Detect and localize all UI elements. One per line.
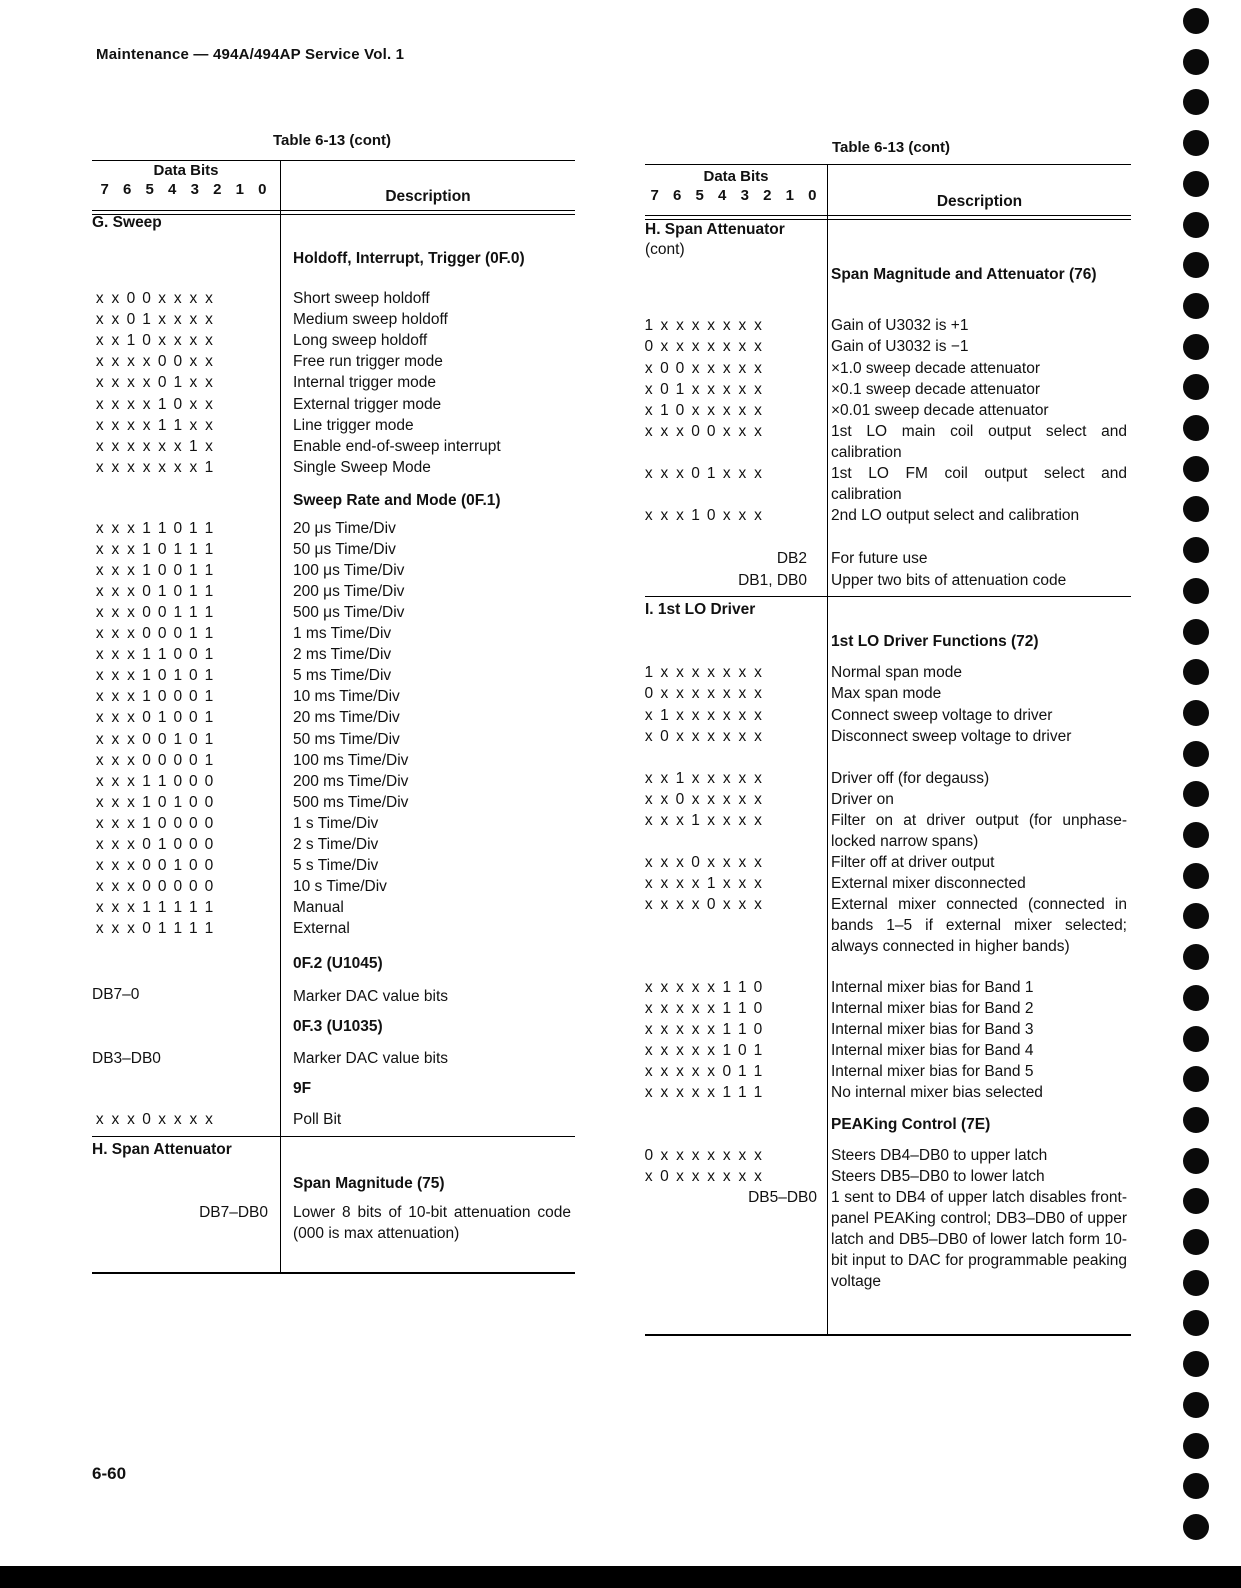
right-i-row-desc: Internal mixer bias for Band 2 bbox=[831, 1000, 1034, 1017]
right-i-row-desc: Internal mixer bias for Band 4 bbox=[831, 1042, 1034, 1059]
right-h-row-desc: Gain of U3032 is +1 bbox=[831, 317, 969, 334]
binder-hole bbox=[1183, 49, 1209, 75]
right-h-row-bits: x x x 0 0 x x x bbox=[644, 423, 762, 440]
left-g-row-desc: Manual bbox=[293, 899, 344, 916]
left-h-subheading-1: Span Magnitude (75) bbox=[293, 1175, 445, 1192]
left-g-row-bits: x x 0 1 x x x x bbox=[95, 311, 213, 328]
left-section-g: G. Sweep bbox=[92, 214, 162, 231]
right-i-row-desc: Internal mixer bias for Band 1 bbox=[831, 979, 1034, 996]
right-i-row-desc: Internal mixer bias for Band 3 bbox=[831, 1021, 1034, 1038]
right-i-row-bits: x x 1 x x x x x bbox=[644, 770, 762, 787]
left-g-row-desc: 2 ms Time/Div bbox=[293, 646, 392, 663]
right-i-row-bits: x x x 1 x x x x bbox=[644, 812, 762, 829]
left-g-row-desc: 1 s Time/Div bbox=[293, 815, 379, 832]
scan-bottom-border bbox=[0, 1566, 1241, 1588]
right-table bbox=[645, 164, 1131, 1344]
binder-hole bbox=[1183, 212, 1209, 238]
binder-hole bbox=[1183, 1473, 1209, 1499]
left-g-row-desc: 500 ms Time/Div bbox=[293, 794, 409, 811]
left-g-row-desc: External bbox=[293, 920, 350, 937]
left-g-row-bits: x x x 0 0 0 0 0 bbox=[95, 878, 214, 895]
left-g-row-desc: 100 μs Time/Div bbox=[293, 562, 405, 579]
left-g-row3-desc: Marker DAC value bits bbox=[293, 988, 449, 1005]
left-g-row-bits: x x x 1 1 0 0 0 bbox=[95, 773, 214, 790]
left-g-subheading-3: 0F.2 (U1045) bbox=[293, 955, 383, 972]
left-section-h: H. Span Attenuator bbox=[92, 1141, 232, 1158]
binder-hole bbox=[1183, 1351, 1209, 1377]
right-h-row-desc: Upper two bits of attenuation code bbox=[831, 572, 1067, 589]
left-g-subheading-5: 9F bbox=[293, 1080, 312, 1097]
left-g-row-desc: 2 s Time/Div bbox=[293, 836, 379, 853]
binder-hole bbox=[1183, 496, 1209, 522]
binder-hole bbox=[1183, 944, 1209, 970]
left-g-row-bits: x x x x 0 1 x x bbox=[95, 374, 213, 391]
left-g-row-desc: 10 s Time/Div bbox=[293, 878, 387, 895]
left-g-row-desc: Medium sweep holdoff bbox=[293, 311, 448, 328]
left-g-row-bits: x x 0 0 x x x x bbox=[95, 290, 213, 307]
right-i-subheading-1: 1st LO Driver Functions (72) bbox=[831, 633, 1039, 650]
left-g-row5-bits: x x x 0 x x x x bbox=[95, 1111, 213, 1128]
right-col-head-databits: Data Bits bbox=[703, 168, 769, 185]
right-p-row-bits: 0 x x x x x x x bbox=[644, 1147, 762, 1164]
left-g-subheading-1: Holdoff, Interrupt, Trigger (0F.0) bbox=[293, 250, 525, 267]
left-h-row1-bits: DB7–DB0 bbox=[199, 1204, 268, 1221]
right-i-row-desc: Filter off at driver output bbox=[831, 854, 995, 871]
left-g-row-bits: x x x 0 0 0 1 1 bbox=[95, 625, 214, 642]
right-h-subheading-1: Span Magnitude and Attenuator (76) bbox=[831, 266, 1097, 283]
right-h-row-bits: DB1, DB0 bbox=[738, 572, 807, 589]
left-g-row-bits: x x x x x x 1 x bbox=[95, 438, 213, 455]
left-g-row-desc: Enable end-of-sweep interrupt bbox=[293, 438, 501, 455]
left-g-row-desc: 50 ms Time/Div bbox=[293, 731, 400, 748]
binder-hole bbox=[1183, 822, 1209, 848]
binder-hole bbox=[1183, 1107, 1209, 1133]
left-g-row3-bits: DB7–0 bbox=[92, 986, 140, 1003]
right-h-row-desc: Gain of U3032 is −1 bbox=[831, 338, 969, 355]
page-number: 6-60 bbox=[92, 1464, 127, 1483]
binder-hole bbox=[1183, 659, 1209, 685]
right-i-row-desc: Filter on at driver output (for unphase-locked narrow spans) bbox=[831, 812, 1127, 850]
left-g-row-bits: x x x 1 0 1 0 1 bbox=[95, 667, 214, 684]
right-i-row-bits: x x x x x 1 1 1 bbox=[644, 1084, 763, 1101]
left-g-row-desc: 1 ms Time/Div bbox=[293, 625, 392, 642]
right-i-row-bits: x x x x 1 x x x bbox=[644, 875, 762, 892]
binder-hole bbox=[1183, 1148, 1209, 1174]
binder-hole bbox=[1183, 1229, 1209, 1255]
right-i-row-desc: Disconnect sweep voltage to driver bbox=[831, 728, 1072, 745]
left-g-row-desc: 500 μs Time/Div bbox=[293, 604, 405, 621]
left-g-row-bits: x x x x 1 0 x x bbox=[95, 396, 213, 413]
right-section-h: H. Span Attenuator bbox=[645, 221, 785, 238]
right-i-row-bits: x x x 0 x x x x bbox=[644, 854, 762, 871]
left-g-row-desc: External trigger mode bbox=[293, 396, 442, 413]
left-g-row-desc: 10 ms Time/Div bbox=[293, 688, 400, 705]
left-g-row-bits: x x x x 0 0 x x bbox=[95, 353, 213, 370]
left-g-row-bits: x x x 0 0 1 1 1 bbox=[95, 604, 214, 621]
left-g-row-desc: 50 μs Time/Div bbox=[293, 541, 396, 558]
right-i-row-bits: x x x x 0 x x x bbox=[644, 896, 762, 913]
right-i-row-bits: x 1 x x x x x x bbox=[644, 707, 762, 724]
right-h-row-bits: x 0 0 x x x x x bbox=[644, 360, 762, 377]
right-i-row-desc: External mixer disconnected bbox=[831, 875, 1026, 892]
right-col-head-description: Description bbox=[936, 193, 1023, 210]
right-p-row-desc: Steers DB5–DB0 to lower latch bbox=[831, 1168, 1045, 1185]
left-col-head-databits: Data Bits bbox=[153, 162, 219, 179]
binder-hole bbox=[1183, 456, 1209, 482]
left-g-row-desc: Free run trigger mode bbox=[293, 353, 443, 370]
left-g-row-bits: x x x 1 0 0 0 1 bbox=[95, 688, 214, 705]
left-g-row-desc: 200 μs Time/Div bbox=[293, 583, 405, 600]
right-h-row-bits: 1 x x x x x x x bbox=[644, 317, 762, 334]
left-g-subheading-4: 0F.3 (U1035) bbox=[293, 1018, 383, 1035]
right-i-row-desc: No internal mixer bias selected bbox=[831, 1084, 1043, 1101]
left-g-row-bits: x x x 0 0 0 0 1 bbox=[95, 752, 214, 769]
left-g-row-bits: x x x x x x x 1 bbox=[95, 459, 214, 476]
right-i-row-bits: x 0 x x x x x x bbox=[644, 728, 762, 745]
left-g-row-desc: 20 μs Time/Div bbox=[293, 520, 396, 537]
left-g-row-desc: 200 ms Time/Div bbox=[293, 773, 409, 790]
binder-hole bbox=[1183, 1188, 1209, 1214]
right-p-row-bits: DB5–DB0 bbox=[748, 1189, 817, 1206]
right-i-row-bits: 1 x x x x x x x bbox=[644, 664, 762, 681]
right-i-row-desc: Driver off (for degauss) bbox=[831, 770, 990, 787]
page-header: Maintenance — 494A/494AP Service Vol. 1 bbox=[96, 46, 405, 63]
left-g-row4-bits: DB3–DB0 bbox=[92, 1050, 161, 1067]
binder-hole bbox=[1183, 1392, 1209, 1418]
left-col-head-bitnums: 7 6 5 4 3 2 1 0 bbox=[100, 181, 272, 198]
binder-hole bbox=[1183, 578, 1209, 604]
binder-hole bbox=[1183, 1066, 1209, 1092]
right-i-row-bits: x x x x x 1 1 0 bbox=[644, 1000, 763, 1017]
left-g-row-desc: 100 ms Time/Div bbox=[293, 752, 409, 769]
right-h-row-desc: 2nd LO output select and calibration bbox=[831, 507, 1080, 524]
binder-hole bbox=[1183, 130, 1209, 156]
right-i-row-desc: Internal mixer bias for Band 5 bbox=[831, 1063, 1034, 1080]
right-i-subheading-2: PEAKing Control (7E) bbox=[831, 1116, 991, 1133]
right-h-row-bits: x 0 1 x x x x x bbox=[644, 381, 762, 398]
left-g-row-desc: Line trigger mode bbox=[293, 417, 414, 434]
left-g-row-desc: Single Sweep Mode bbox=[293, 459, 431, 476]
right-i-row-bits: x x x x x 1 0 1 bbox=[644, 1042, 763, 1059]
left-g-row5-desc: Poll Bit bbox=[293, 1111, 342, 1128]
left-g-row-desc: 5 ms Time/Div bbox=[293, 667, 392, 684]
right-i-row-desc: External mixer connected (connected in bands 1–5 if external mixer selected; always connected in higher bands) bbox=[831, 896, 1127, 955]
left-g-row-bits: x x x 0 1 0 0 1 bbox=[95, 709, 214, 726]
left-g-row-desc: 5 s Time/Div bbox=[293, 857, 379, 874]
right-i-row-bits: x x x x x 1 1 0 bbox=[644, 979, 763, 996]
binder-hole bbox=[1183, 252, 1209, 278]
right-i-row-desc: Connect sweep voltage to driver bbox=[831, 707, 1053, 724]
binder-hole bbox=[1183, 985, 1209, 1011]
right-i-row-bits: 0 x x x x x x x bbox=[644, 685, 762, 702]
right-h-row-bits: x 1 0 x x x x x bbox=[644, 402, 762, 419]
binder-hole bbox=[1183, 781, 1209, 807]
left-g-row-bits: x x x 1 1 1 1 1 bbox=[95, 899, 214, 916]
binder-hole bbox=[1183, 89, 1209, 115]
left-g-row-bits: x x x 0 1 0 1 1 bbox=[95, 583, 214, 600]
left-g-row-desc: Internal trigger mode bbox=[293, 374, 437, 391]
left-g-row-desc: 20 ms Time/Div bbox=[293, 709, 400, 726]
left-g-row-bits: x x x 1 0 1 0 0 bbox=[95, 794, 214, 811]
left-g-row-bits: x x x 1 0 0 1 1 bbox=[95, 562, 214, 579]
left-g-row-desc: Short sweep holdoff bbox=[293, 290, 430, 307]
right-p-row-bits: x 0 x x x x x x bbox=[644, 1168, 762, 1185]
binder-hole bbox=[1183, 741, 1209, 767]
left-g-row-desc: Long sweep holdoff bbox=[293, 332, 428, 349]
right-h-row-desc: ×1.0 sweep decade attenuator bbox=[831, 360, 1040, 377]
binder-hole bbox=[1183, 334, 1209, 360]
binder-hole bbox=[1183, 374, 1209, 400]
binder-hole bbox=[1183, 293, 1209, 319]
left-g-row-bits: x x x 1 1 0 0 1 bbox=[95, 646, 214, 663]
binder-hole bbox=[1183, 8, 1209, 34]
right-section-i: I. 1st LO Driver bbox=[645, 601, 756, 618]
left-table bbox=[92, 158, 575, 1278]
left-col-head-description: Description bbox=[385, 188, 471, 205]
binder-hole bbox=[1183, 1433, 1209, 1459]
right-h-row-bits: x x x 1 0 x x x bbox=[644, 507, 762, 524]
right-h-row-desc: For future use bbox=[831, 550, 928, 567]
left-g-row-bits: x x x 1 0 0 0 0 bbox=[95, 815, 214, 832]
right-h-row-desc: 1st LO main coil output select and calibration bbox=[831, 423, 1127, 461]
right-h-row-desc: ×0.1 sweep decade attenuator bbox=[831, 381, 1040, 398]
right-p-row-desc: Steers DB4–DB0 to upper latch bbox=[831, 1147, 1048, 1164]
right-i-row-bits: x x x x x 1 1 0 bbox=[644, 1021, 763, 1038]
binder-hole bbox=[1183, 903, 1209, 929]
left-g-row-bits: x x x x 1 1 x x bbox=[95, 417, 213, 434]
left-g-row-bits: x x x 0 1 0 0 0 bbox=[95, 836, 214, 853]
binder-hole bbox=[1183, 1310, 1209, 1336]
right-table-caption: Table 6-13 (cont) bbox=[831, 139, 951, 156]
binder-hole bbox=[1183, 1514, 1209, 1540]
right-i-row-bits: x x x x x 0 1 1 bbox=[644, 1063, 763, 1080]
right-p-row-desc: 1 sent to DB4 of upper latch disables front-panel PEAKing control; DB3–DB0 of upper latch and DB5–DB0 of lower latch form 10-bit input to DAC for programmable peaking voltage bbox=[831, 1189, 1127, 1290]
left-g-row4-desc: Marker DAC value bits bbox=[293, 1050, 449, 1067]
left-g-row-bits: x x x 1 0 1 1 1 bbox=[95, 541, 214, 558]
right-h-row-bits: DB2 bbox=[776, 550, 807, 567]
binder-hole bbox=[1183, 1270, 1209, 1296]
right-i-row-desc: Normal span mode bbox=[831, 664, 962, 681]
left-g-row-bits: x x x 0 0 1 0 1 bbox=[95, 731, 214, 748]
right-i-row-desc: Max span mode bbox=[831, 685, 942, 702]
left-table-caption: Table 6-13 (cont) bbox=[272, 132, 392, 149]
binder-hole bbox=[1183, 415, 1209, 441]
binder-holes bbox=[1183, 0, 1213, 1560]
right-h-row-desc: ×0.01 sweep decade attenuator bbox=[831, 402, 1049, 419]
left-g-row-bits: x x 1 0 x x x x bbox=[95, 332, 213, 349]
right-h-row-desc: 1st LO FM coil output select and calibration bbox=[831, 465, 1127, 503]
right-i-row-desc: Driver on bbox=[831, 791, 894, 808]
right-col-head-bitnums: 7 6 5 4 3 2 1 0 bbox=[650, 187, 822, 204]
binder-hole bbox=[1183, 863, 1209, 889]
right-h-row-bits: x x x 0 1 x x x bbox=[644, 465, 762, 482]
right-i-row-bits: x x 0 x x x x x bbox=[644, 791, 762, 808]
binder-hole bbox=[1183, 171, 1209, 197]
binder-hole bbox=[1183, 537, 1209, 563]
left-g-subheading-2: Sweep Rate and Mode (0F.1) bbox=[293, 492, 501, 509]
right-h-row-bits: 0 x x x x x x x bbox=[644, 338, 762, 355]
left-g-row-bits: x x x 0 0 1 0 0 bbox=[95, 857, 214, 874]
binder-hole bbox=[1183, 700, 1209, 726]
right-section-h-cont: (cont) bbox=[645, 241, 685, 258]
binder-hole bbox=[1183, 619, 1209, 645]
left-g-row-bits: x x x 0 1 1 1 1 bbox=[95, 920, 214, 937]
left-g-row-bits: x x x 1 1 0 1 1 bbox=[95, 520, 214, 537]
left-h-row1-desc: Lower 8 bits of 10-bit attenuation code (000 is max attenuation) bbox=[293, 1204, 571, 1242]
binder-hole bbox=[1183, 1026, 1209, 1052]
